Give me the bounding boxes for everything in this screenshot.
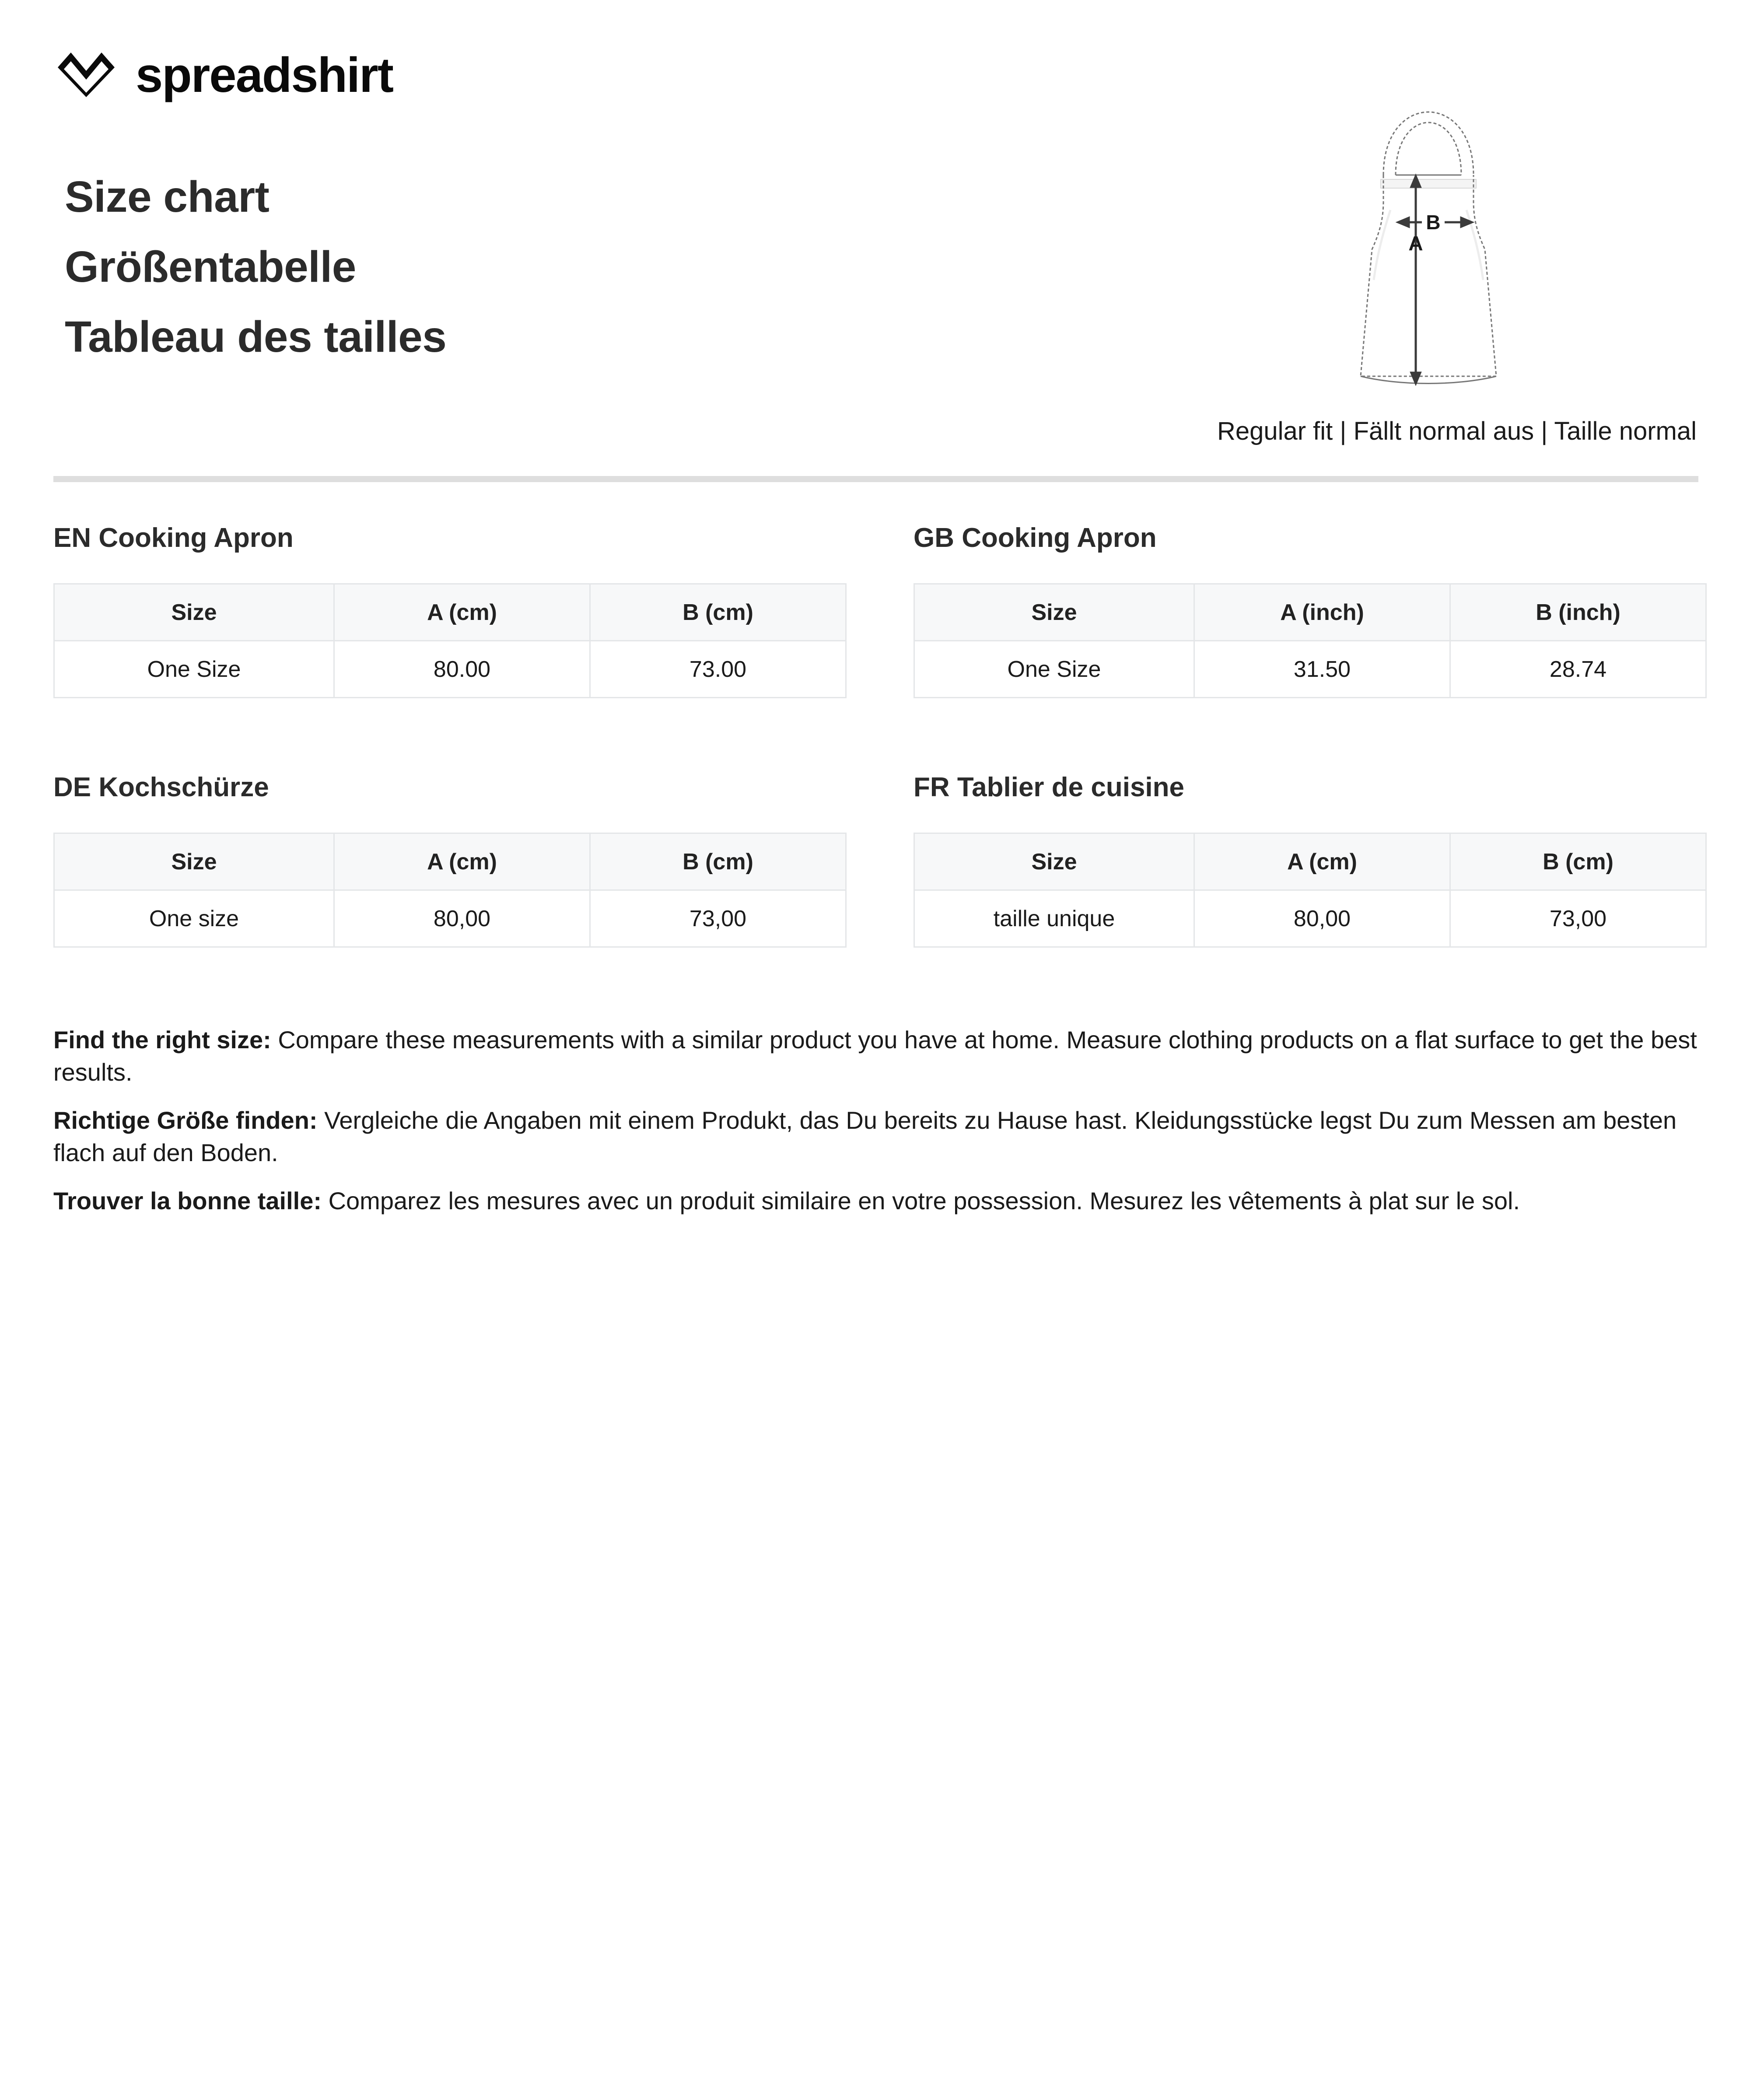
page-title-en: Size chart [65,172,270,221]
size-table-block-de [53,770,845,948]
sizing-note-fr [53,1185,1698,1217]
column-header-size: Size [54,833,334,890]
page-header [0,0,1750,472]
cell-a: 80,00 [334,890,590,947]
fit-note: Regular fit | Fällt normal aus | Taille normal [1217,417,1697,445]
sizing-note-en [53,1024,1698,1088]
column-header-a: A (cm) [334,833,590,890]
sizing-notes [53,1024,1698,1233]
cell-size: taille unique [914,890,1194,947]
table-header-row [54,833,846,890]
table-header-row [54,584,846,641]
size-table-title-fr: FR Tablier de cuisine [914,772,1185,802]
size-table-gb [914,583,1707,698]
size-table-en [53,583,847,698]
cell-b: 28.74 [1450,641,1706,698]
page-title-fr: Tableau des tailles [65,312,447,361]
cell-a: 31.50 [1194,641,1450,698]
column-header-b: B (cm) [1450,833,1706,890]
size-table-fr [914,833,1707,948]
brand-logo [53,48,393,102]
size-table-title-gb: GB Cooking Apron [914,523,1157,553]
cell-b: 73,00 [1450,890,1706,947]
header-divider [53,476,1698,482]
table-header-row [914,833,1706,890]
sizing-note-en-body: Compare these measurements with a similar product you have at home. Measure clothing products on a flat surface to get the best results. [53,1026,1697,1086]
size-table-block-en [53,521,845,698]
cooking-apron-diagram-icon [1334,44,1522,402]
table-row [54,890,846,947]
table-row [54,641,846,698]
spreadshirt-heart-logo-icon [53,48,119,102]
column-header-a: A (inch) [1194,584,1450,641]
sizing-note-fr-lead: Trouver la bonne taille: [53,1187,322,1214]
page-title-de: Größentabelle [65,242,356,291]
cell-size: One Size [54,641,334,698]
cell-a: 80.00 [334,641,590,698]
column-header-b: B (cm) [590,584,846,641]
size-table-title-de: DE Kochschürze [53,772,269,802]
sizing-note-en-lead: Find the right size: [53,1026,271,1054]
size-table-block-gb [914,521,1705,698]
column-header-a: A (cm) [1194,833,1450,890]
cell-b: 73.00 [590,641,846,698]
cell-size: One size [54,890,334,947]
table-row [914,641,1706,698]
sizing-note-fr-body: Comparez les mesures avec un produit similaire en votre possession. Mesurez les vêtements à plat sur le sol. [322,1187,1520,1214]
size-table-de [53,833,847,948]
cell-b: 73,00 [590,890,846,947]
measure-a-label: A [1408,232,1423,255]
sizing-note-de [53,1104,1698,1169]
size-table-title-en: EN Cooking Apron [53,523,294,553]
column-header-b: B (cm) [590,833,846,890]
cell-size: One Size [914,641,1194,698]
brand-name: spreadshirt [136,47,393,102]
page-title [65,162,1027,372]
table-header-row [914,584,1706,641]
column-header-b: B (inch) [1450,584,1706,641]
measure-b-label: B [1426,211,1441,234]
size-table-block-fr [914,770,1705,948]
column-header-size: Size [914,584,1194,641]
cell-a: 80,00 [1194,890,1450,947]
column-header-a: A (cm) [334,584,590,641]
column-header-size: Size [914,833,1194,890]
table-row [914,890,1706,947]
sizing-note-de-body: Vergleiche die Angaben mit einem Produkt, das Du bereits zu Hause hast. Kleidungsstücke legst Du zum Messen am besten flach auf den Boden. [53,1106,1677,1166]
sizing-note-de-lead: Richtige Größe finden: [53,1106,318,1134]
column-header-size: Size [54,584,334,641]
